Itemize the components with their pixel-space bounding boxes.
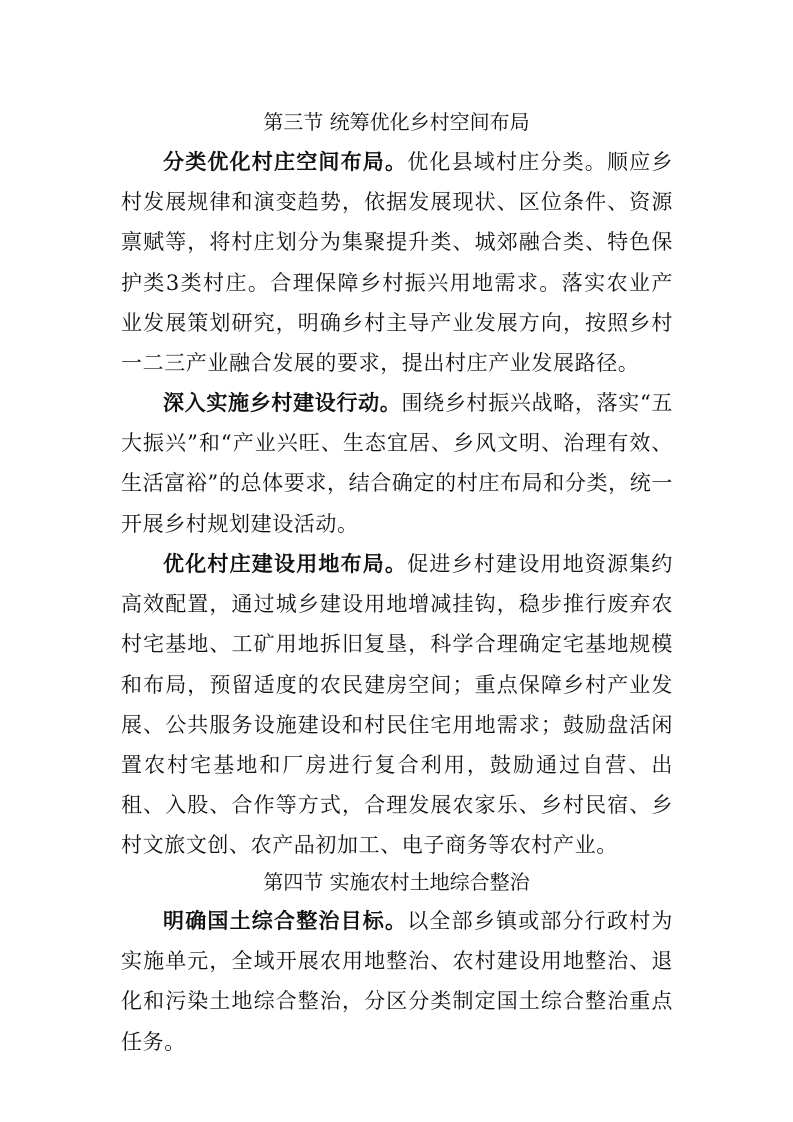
paragraph-body: 以全部乡镇或部分行政村为实施单元，全域开展农用地整治、农村建设用地整治、退化和污染土地综合整治，分区分类制定国土综合整治重点任务。: [121, 909, 673, 1054]
paragraph-lead: 深入实施乡村建设行动。: [163, 391, 402, 415]
paragraph-body: 围绕乡村振兴战略，落实“五大振兴”和“产业兴旺、生态宜居、乡风文明、治理有效、生活富裕”的总体要求，结合确定的村庄布局和分类，统一开展乡村规划建设活动。: [121, 391, 673, 536]
section-title-4: 第四节 实施农村土地综合整治: [263, 870, 530, 894]
paragraph-rural-construction: [121, 383, 673, 544]
paragraph-lead: 分类优化村庄空间布局。: [163, 150, 408, 174]
paragraph-village-layout: [121, 142, 673, 383]
paragraph-lead: 明确国土综合整治目标。: [163, 909, 408, 933]
section-title-3: 第三节 统筹优化乡村空间布局: [263, 110, 530, 134]
paragraph-lead: 优化村庄建设用地布局。: [163, 552, 408, 576]
paragraph-land-use-layout: [121, 544, 673, 866]
paragraph-body: 优化县域村庄分类。顺应乡村发展规律和演变趋势，依据发展现状、区位条件、资源禀赋等，将村庄划分为集聚提升类、城郊融合类、特色保护类3类村庄。合理保障乡村振兴用地需求。落实农业产业发展策划研究，明确乡村主导产业发展方向，按照乡村一二三产业融合发展的要求，提出村庄产业发展路径。: [121, 150, 673, 376]
paragraph-land-consolidation: [121, 901, 673, 1062]
paragraph-body: 促进乡村建设用地资源集约高效配置，通过城乡建设用地增减挂钩，稳步推行废弃农村宅基地、工矿用地拆旧复垦，科学合理确定宅基地规模和布局，预留适度的农民建房空间；重点保障乡村产业发展、公共服务设施建设和村民住宅用地需求；鼓励盘活闲置农村宅基地和厂房进行复合利用，鼓励通过自营、出租、入股、合作等方式，合理发展农家乐、乡村民宿、乡村文旅文创、农产品初加工、电子商务等农村产业。: [121, 552, 673, 858]
